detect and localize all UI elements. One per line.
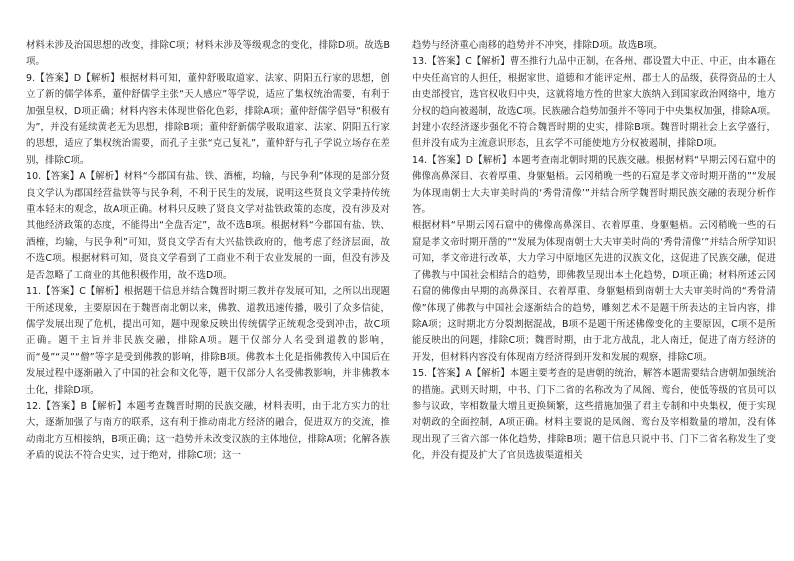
answer-12: 12.【答案】B【解析】本题考查魏晋时期的民族交融，材料表明，由于北方实力的壮大，逐渐加强了与南方的联系，这有利于推动南北方经济的融合，促进双方的交流，推动南北方互相接纳，B项正确；这一趋势并未改变汉族的主体地位，排除A项；化解各族矛盾的说法不符合史实，过于绝对，排除C项；这一 [26, 400, 390, 462]
right-column [412, 38, 776, 561]
left-column [26, 38, 390, 561]
answer-13: 13.【答案】C【解析】曹丕推行九品中正制，在各州、郡设置大中正、中正，由本籍在中央任高官的人担任，根据家世、道德和才能评定州、郡士人的品级，获得资品的士人由吏部授官，选官权收归中央，这就将地方性的世家大族纳入到国家政治网络中，地方分权的趋向被遏制，故选C项。民族融合趋势加强并不等同于中央集权加强，排除A项。封建小农经济逐步强化不符合魏晋时期的史实，排除B项。魏晋时期社会上玄学盛行，但并没有成为主流意识形态，且玄学不可能使地方分权被遏制，排除D项。 [412, 56, 776, 150]
answer-14: 14.【答案】D【解析】本题考查南北朝时期的民族交融。根据材料“早期云冈石窟中的佛像高鼻深目、衣着厚重、身躯魁梧。云冈稍晚一些的石窟是孝文帝时期开凿的”“发展为体现南朝士大夫审美时尚的‘秀骨清像’”并结合所学魏晋时期民族交融的表现分析作答。 [412, 154, 776, 216]
answer-14-analysis: 根据材料“早期云冈石窟中的佛像高鼻深目、衣着厚重、身躯魁梧。云冈稍晚一些的石窟是孝文帝时期开凿的”“发展为体现南朝士大夫审美时尚的‘秀骨清像’”并结合所学知识可知，孝文帝进行改革，大力学习中原地区先进的汉族文化，这促进了民族交融，促进了佛教与中国社会相结合的趋势，即佛教呈现出本土化趋势，D项正确；材料所述云冈石窟的佛像由早期的高鼻深目、衣着厚重、身躯魁梧到南朝士大夫审美时尚的“秀骨清像”体现了佛教与中国社会逐渐结合的趋势，雕刻艺术不是题干所表达的主旨内容，排除A项；这时期北方分裂割据混战，B项不是题干所述佛像变化的主要原因，C项不是所能反映出的问题，排除C项；魏晋时期，由于北方战乱，北人南迁，促进了南方经济的开发，但材料内容没有体现南方经济得到开发和发展的观察，排除C项。 [412, 220, 776, 363]
paragraph-continuation: 趋势与经济重心南移的趋势并不冲突，排除D项。故选B项。 [412, 40, 663, 51]
answer-11: 11.【答案】C【解析】根据题干信息并结合魏晋时期三教并存发展可知，之所以出现题干所述现象，主要原因在于魏晋南北朝以来，佛教、道教迅速传播，吸引了众多信徒，儒学发展出现了危机，提出可知，题中现象反映出传统儒学正统观念受到冲击，故C项正确。题干主旨并非民族交融，排除A项。题干仅部分人名受到道教的影响，而“曼”“灵”“僧”等字是受到佛教的影响，排除B项。佛教本土化是指佛教传入中国后在发展过程中逐渐融入了中国的社会和文化等，题干仅部分人名受佛教影响，并非佛教本土化，排除D项。 [26, 286, 390, 396]
answer-10: 10.【答案】A【解析】材料“今郡国有盐、铁、酒榷，均输，与民争利”体现的是部分贤良文学认为郡国经营盐铁等与民争利，不利于民生的发展，说明这些贤良文学秉持传统重本轻末的观念，故A项正确。材料只反映了贤良文学对盐铁政策的态度，没有涉及对其他经济政策的态度，不能得出“全盘否定”，故不选B项。根据材料“今郡国有盐、铁、酒榷，均输，与民争利”可知，贤良文学否有大兴盐铁政府的，他考虑了经济层面，故不选C项。根据材料可知，贤良文学看到了工商业不利于农业发展的一面，但没有涉及是否忽略了工商业的其他积极作用，故不选D项。 [26, 171, 390, 281]
answer-9: 9.【答案】D【解析】根据材料可知，董仲舒吸取道家、法家、阴阳五行家的思想，创立了新的儒学体系，董仲舒儒学主张“天人感应”等学说，适应了集权统治需要，有利于加强皇权，D项正确；材料内容未体现世俗化色彩，排除A项；董仲舒儒学倡导“积极有为”，并没有延续黄老无为思想，排除B项；董仲舒新儒学吸取道家、法家、阴阳五行家的思想，适应了集权统治需要，而孔子主张“克己复礼”，董仲舒与孔子学说立场存在差别，排除C项。 [26, 72, 390, 166]
paragraph-continuation: 材料未涉及治国思想的改变，排除C项；材料未涉及等级观念的变化，排除D项。故选B项。 [26, 40, 390, 68]
answer-15: 15.【答案】A【解析】本题主要考查的是唐朝的统治，解答本题需要结合唐朝加强统治的措施。武则天时期，中书、门下二省的名称改为了凤阁、鸾台，使低等级的官员可以参与议政，宰相数量大增且更换频繁，这些措施加强了君主专制和中央集权，便于实现对朝政的全面控制，A项正确。材料主要说的是凤阁、鸾台及宰相数量的增加，没有体现出现了三省六部一体化趋势，排除B项；题干信息只说中书、门下二省名称发生了变化，并没有提及扩大了官员选拔渠道相关 [412, 368, 776, 462]
